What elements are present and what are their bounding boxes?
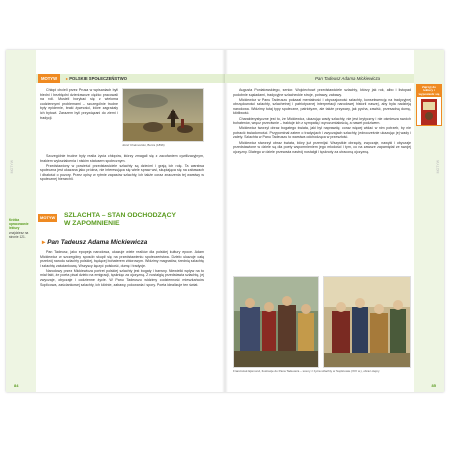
section-title: [64, 212, 176, 227]
left-header-bar: [36, 74, 225, 83]
paragraph: Szczególnie trudne były realia życia chłopów, którzy zmagali się z zacofaniem cywilizacyjnym, brakiem wykształcenia i niskim statusem społecznym.: [40, 154, 204, 163]
right-body-text: [233, 88, 411, 270]
section-body-text: [40, 250, 204, 376]
paragraph: Mickiewicz w Panu Tadeuszu pokazał mentalność i obyczajowość szlachty, konsekwencję na tradycyjnej obrzędowości szlachty, szlachetnej i patriotycznej interpretacji narodowej historii naszej, aby była nadzieją narodowa. Widzimy tutaj typy społeczne, patriotyzm, ale także przywary, jak pycha, zawiść, przesadną dumę, kłótliwość.: [233, 97, 411, 116]
textbook-spread: [6, 50, 444, 392]
painting-storm-image: [123, 89, 204, 142]
book-cover-icon: [417, 97, 441, 127]
paintings-caption: Franciszek Ejsmond, Ilustracje do Pana Tadeusza – sceny z życia szlachty w Soplicowie (XIX w.), obraz olejny: [233, 369, 380, 373]
paragraph: Pan Tadeusz, jako epopeja narodowa, ukazuje wiele realiów dla polskiej kultury epoce. Adam Mickiewicz w szczególny sposób skupił się na przedstawieniu społeczeństwa. Dzieło ukazuje całą przekrój narodu szlachty polskiej, będącej bohaterem zbiorowym. Widzimy magnatów, średnią szlachtę i szlachtę zaściankową. Wszyscy łączyć polskość, dumę i tradycje.: [40, 250, 204, 268]
section-title-line2: W ZAPOMNIENIE: [64, 219, 120, 227]
painting-scene-left-image: [234, 277, 319, 368]
paragraph: Mickiewicz tworzył obraz bogatego świata, jaki był naprawdę; coraz więcej widać w nim potrzeb, by nie potracić świadomości. Przypominał zatem o tradycjach i zwyczajach szlachty, jednocześnie ukazując jej wady i zalety. Szlachta w Panu Tadeuszu to warstwa odchodząca w przeszłość.: [233, 126, 411, 140]
painting-scene-left: [233, 276, 319, 368]
left-page: [6, 50, 225, 392]
motyw-badge: MOTYW: [38, 74, 60, 83]
right-header-title: Pan Tadeusz Adama Mickiewicza: [315, 76, 381, 81]
page-number-left: 84: [14, 383, 19, 388]
painting-scene-right: [323, 276, 411, 368]
painting-storm-caption: Józef Chełmoński, Burza (1896): [122, 143, 165, 147]
side-tab-label: MOTYW: [10, 160, 14, 174]
side-note: [9, 218, 35, 239]
subheading: [42, 238, 147, 246]
subheading-text: Pan Tadeusz Adama Mickiewicza: [47, 239, 148, 246]
arrow-icon: ▸: [66, 76, 70, 81]
paragraph: Mickiewicz stworzył obraz świata, który już przemijał. Wszystkie obrzędy, zwyczaje, nawyki i obyczaje przedstawione w dziele są dla poety wspomnieniem jego młodości i tym, co na zawsze zapamiętał ze swojej ojczyzny. Dlatego w dziele przeważa nastrój nostalgii i tęsknoty za utraconą ojczyzną.: [233, 140, 411, 154]
side-note-title: Krótka opracowanie lektury: [9, 218, 29, 231]
body-text-block: [40, 154, 204, 210]
section-motyw-badge: MOTYW: [40, 215, 56, 220]
paragraph: Narodowy przez Mickiewicza portret polskiej szlachty jest bogaty i barwny. Niewielki wpływ na to miał fakt, że poeta pisał dzieło na emigracji, tęskniąc za ojczyzną. Z nostalgią przedstawia szlachtę, jej zwyczaje, obyczaje i codzienne życie. W Panu Tadeuszu widzimy codzienność mieszkańców Soplicowa, zaściankowej szlachty, ich kłótnie, zabawy, polowania i spory. Poeta idealizuje ten świat.: [40, 268, 204, 287]
section-heading: [36, 212, 225, 232]
painting-scene-right-image: [324, 277, 411, 368]
painting-storm: [122, 88, 204, 142]
header-title: [66, 74, 127, 83]
paragraph: Chłopi chcieli przez Prusa w wpisaniach byli biedni i bezbłędni dzierżawcze ciężko pracowali na roli. Musieli borykać się z wieloma codziennymi problemami – szczególnie trudne były epidemie, braki żywności, które zagrażały ich bytowi. Zarazem byli przywiązani do ziemi i tradycji.: [40, 88, 118, 120]
side-tab-label-right: MOTYW: [436, 160, 440, 174]
right-page: [225, 50, 444, 392]
arrow-icon: ▸: [42, 239, 46, 246]
paragraph: Augusta Poniatowskiego, senior. Wojciechowi przedstawiciele szlachty, którzy jak rok, albo i listopad podobnie sąsiadami, tradycyjne szlacheckie stroje, potrawy, zabawy.: [233, 88, 411, 97]
paragraph: Charakterystyczne jest to, że Mickiewicz, ukazując wady szlachty, nie jest krytyczny i nie ośmiesza swoich bohaterów, wręcz przeciwnie – traktuje ich z sympatią i wyrozumiałością, a nawet podziwem.: [233, 116, 411, 126]
section-title-line1: SZLACHTA – STAN ODCHODZĄCY: [64, 212, 177, 219]
book-reference-box: [416, 84, 442, 126]
page-number-right: 85: [431, 383, 436, 388]
side-note-text: znajdziesz na stronie 121.: [9, 230, 29, 239]
book-label: Zajrzyj do lektury i wypowiedz się: [418, 84, 440, 96]
header-title-text: POLSKIE SPOŁECZEŃSTWO: [69, 76, 127, 81]
paragraph: Przedstawiony w powieści przedstawiciele szlachty są dziećmi i grają ich rolę. Ta warstwa społeczna jest ukazana jako próżna, nie interesująca się wiele spraw wsi, skupiająca się na zabawach i dbałości o pozory. Przez opisy w rytmie zapasów szlachty, ich także coraz znaczenia tej warstwy w społecznej hierarchii.: [40, 163, 204, 182]
